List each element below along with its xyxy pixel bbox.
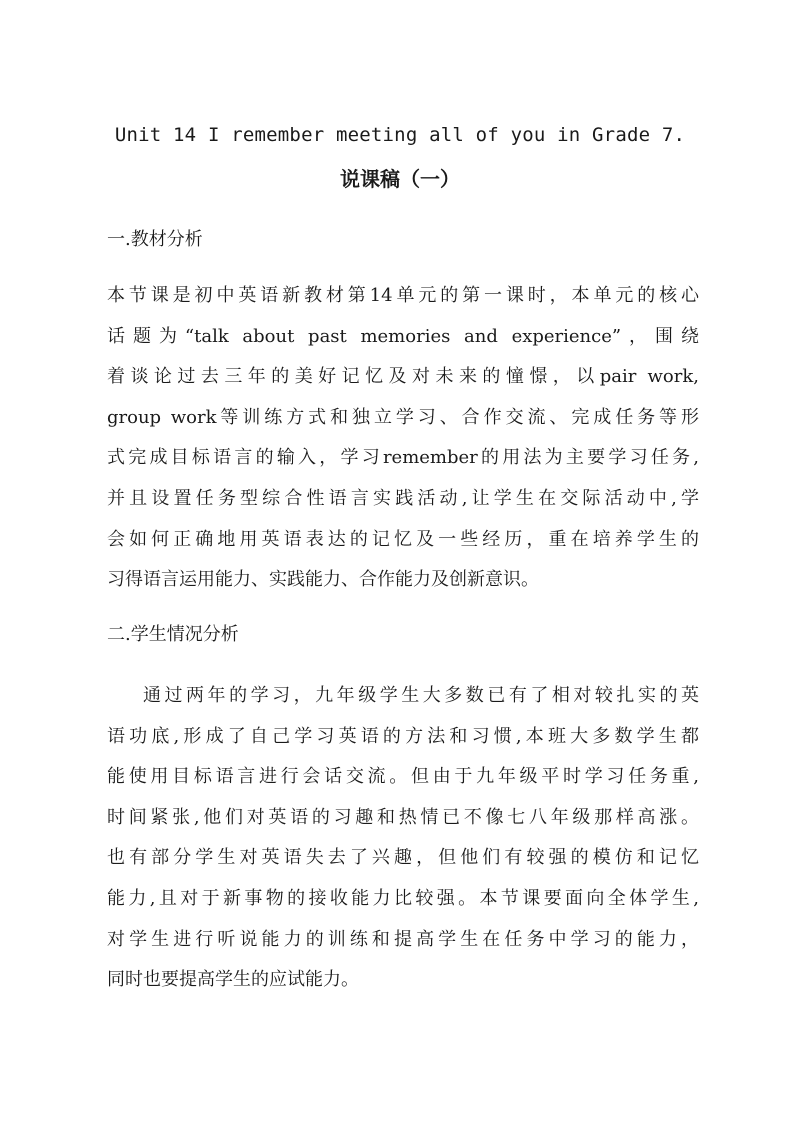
paragraph-line: 本节课是初中英语新教材第14单元的第一课时，本单元的核心 bbox=[107, 285, 699, 306]
paragraph-line: 话题为“talk about past memories and experience”，围绕 bbox=[107, 325, 699, 347]
paragraph-line: 也有部分学生对英语失去了兴趣，但他们有较强的模仿和记忆 bbox=[107, 847, 699, 869]
section-heading-student-analysis: 二.学生情况分析 bbox=[107, 624, 239, 645]
paragraph-line: 习得语言运用能力、实践能力、合作能力及创新意识。 bbox=[107, 569, 539, 591]
paragraph-line: 语功底,形成了自己学习英语的方法和习惯,本班大多数学生都 bbox=[107, 725, 699, 747]
document-title-en: Unit 14 I remember meeting all of you in Grade 7. bbox=[114, 124, 686, 146]
paragraph-line: 同时也要提高学生的应试能力。 bbox=[107, 969, 359, 991]
section-heading-textbook-analysis: 一.教材分析 bbox=[107, 229, 203, 250]
document-title-zh: 说课稿（一） bbox=[340, 167, 460, 191]
paragraph-line: 着谈论过去三年的美好记忆及对未来的憧憬，以pair work, bbox=[107, 366, 699, 388]
paragraph-line: group work等训练方式和独立学习、合作交流、完成任务等形 bbox=[107, 406, 699, 428]
section-paragraph-textbook-analysis bbox=[107, 276, 699, 601]
paragraph-line: 会如何正确地用英语表达的记忆及一些经历，重在培养学生的 bbox=[107, 528, 699, 550]
paragraph-line: 能使用目标语言进行会话交流。但由于九年级平时学习任务重, bbox=[107, 766, 699, 788]
paragraph-line: 通过两年的学习，九年级学生大多数已有了相对较扎实的英 bbox=[143, 685, 699, 706]
paragraph-line: 能力,且对于新事物的接收能力比较强。本节课要面向全体学生, bbox=[107, 887, 699, 909]
paragraph-line: 对学生进行听说能力的训练和提高学生在任务中学习的能力， bbox=[107, 928, 699, 950]
section-paragraph-student-analysis bbox=[107, 676, 699, 1001]
paragraph-line: 式完成目标语言的输入，学习remember的用法为主要学习任务, bbox=[107, 447, 699, 469]
paragraph-line: 并且设置任务型综合性语言实践活动,让学生在交际活动中,学 bbox=[107, 487, 699, 509]
paragraph-line: 时间紧张,他们对英语的习趣和热情已不像七八年级那样高涨。 bbox=[107, 806, 699, 828]
